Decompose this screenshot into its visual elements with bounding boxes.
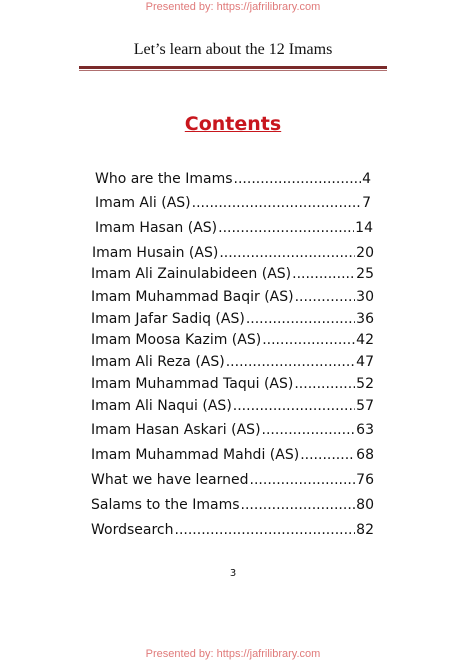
toc-entry-title: Imam Muhammad Baqir (AS) (91, 289, 294, 305)
toc-dot-leader (262, 332, 355, 348)
toc-dot-leader (300, 447, 355, 463)
header-rule-thick (79, 66, 387, 69)
toc-entry[interactable] (91, 398, 374, 414)
toc-entry[interactable] (95, 220, 373, 236)
toc-entry-title: Who are the Imams (95, 171, 233, 187)
toc-entry-title: Imam Ali Zainulabideen (AS) (91, 266, 292, 282)
toc-entry[interactable] (95, 195, 371, 211)
toc-entry-title: Imam Muhammad Taqui (AS) (91, 376, 294, 392)
toc-dot-leader (175, 522, 356, 538)
toc-entry-title: Imam Jafar Sadiq (AS) (91, 311, 245, 327)
toc-dot-leader (294, 376, 355, 392)
toc-entry[interactable] (91, 472, 374, 488)
toc-entry-page: 80 (356, 497, 374, 513)
toc-entry[interactable] (91, 522, 374, 538)
toc-entry[interactable] (91, 497, 374, 513)
watermark-bottom[interactable]: Presented by: https://jafrilibrary.com (145, 648, 321, 660)
book-title: Let’s learn about the 12 Imams (133, 41, 333, 58)
toc-entry-page: 82 (356, 522, 374, 538)
toc-dot-leader (226, 354, 355, 370)
toc-entry-page: 47 (356, 354, 374, 370)
toc-entry-page: 52 (356, 376, 374, 392)
toc-entry-title: Imam Hasan (AS) (95, 220, 218, 236)
toc-entry-page: 63 (356, 422, 374, 438)
toc-entry[interactable] (91, 311, 374, 327)
toc-entry-page: 68 (356, 447, 374, 463)
toc-entry-title: Imam Moosa Kazim (AS) (91, 332, 262, 348)
toc-entry-page: 20 (356, 245, 374, 261)
toc-entry[interactable] (91, 266, 374, 282)
toc-entry-title: What we have learned (91, 472, 249, 488)
toc-dot-leader (246, 311, 355, 327)
contents-heading: Contents (184, 113, 282, 135)
toc-entry[interactable] (92, 245, 374, 261)
toc-entry-page: 42 (356, 332, 374, 348)
toc-entry[interactable] (91, 289, 374, 305)
toc-dot-leader (292, 266, 355, 282)
toc-entry-title: Imam Muhammad Mahdi (AS) (91, 447, 300, 463)
toc-entry-page: 30 (356, 289, 374, 305)
toc-entry-title: Imam Ali Reza (AS) (91, 354, 225, 370)
toc-entry[interactable] (91, 376, 374, 392)
toc-entry[interactable] (91, 447, 374, 463)
toc-dot-leader (250, 472, 356, 488)
toc-entry-title: Wordsearch (91, 522, 174, 538)
toc-dot-leader (192, 195, 361, 211)
toc-entry-page: 14 (355, 220, 373, 236)
toc-entry[interactable] (91, 332, 374, 348)
toc-entry-page: 25 (356, 266, 374, 282)
watermark-top[interactable]: Presented by: https://jafrilibrary.com (145, 1, 321, 13)
toc-entry-title: Imam Husain (AS) (92, 245, 219, 261)
header-rule-thin (79, 70, 387, 71)
toc-entry[interactable] (91, 354, 374, 370)
toc-entry-page: 7 (362, 195, 371, 211)
toc-dot-leader (241, 497, 356, 513)
toc-entry-title: Imam Ali (AS) (95, 195, 191, 211)
toc-entry[interactable] (95, 171, 371, 187)
toc-entry-page: 76 (356, 472, 374, 488)
toc-dot-leader (218, 220, 354, 236)
toc-entry-page: 57 (356, 398, 374, 414)
page-number: 3 (229, 568, 237, 579)
toc-dot-leader (219, 245, 355, 261)
toc-entry-title: Imam Hasan Askari (AS) (91, 422, 261, 438)
toc-entry-title: Imam Ali Naqui (AS) (91, 398, 232, 414)
toc-entry-page: 4 (362, 171, 371, 187)
toc-dot-leader (234, 171, 362, 187)
toc-entry-title: Salams to the Imams (91, 497, 240, 513)
toc-dot-leader (262, 422, 356, 438)
toc-entry-page: 36 (356, 311, 374, 327)
toc-entry[interactable] (91, 422, 374, 438)
toc-dot-leader (295, 289, 356, 305)
toc-dot-leader (233, 398, 355, 414)
